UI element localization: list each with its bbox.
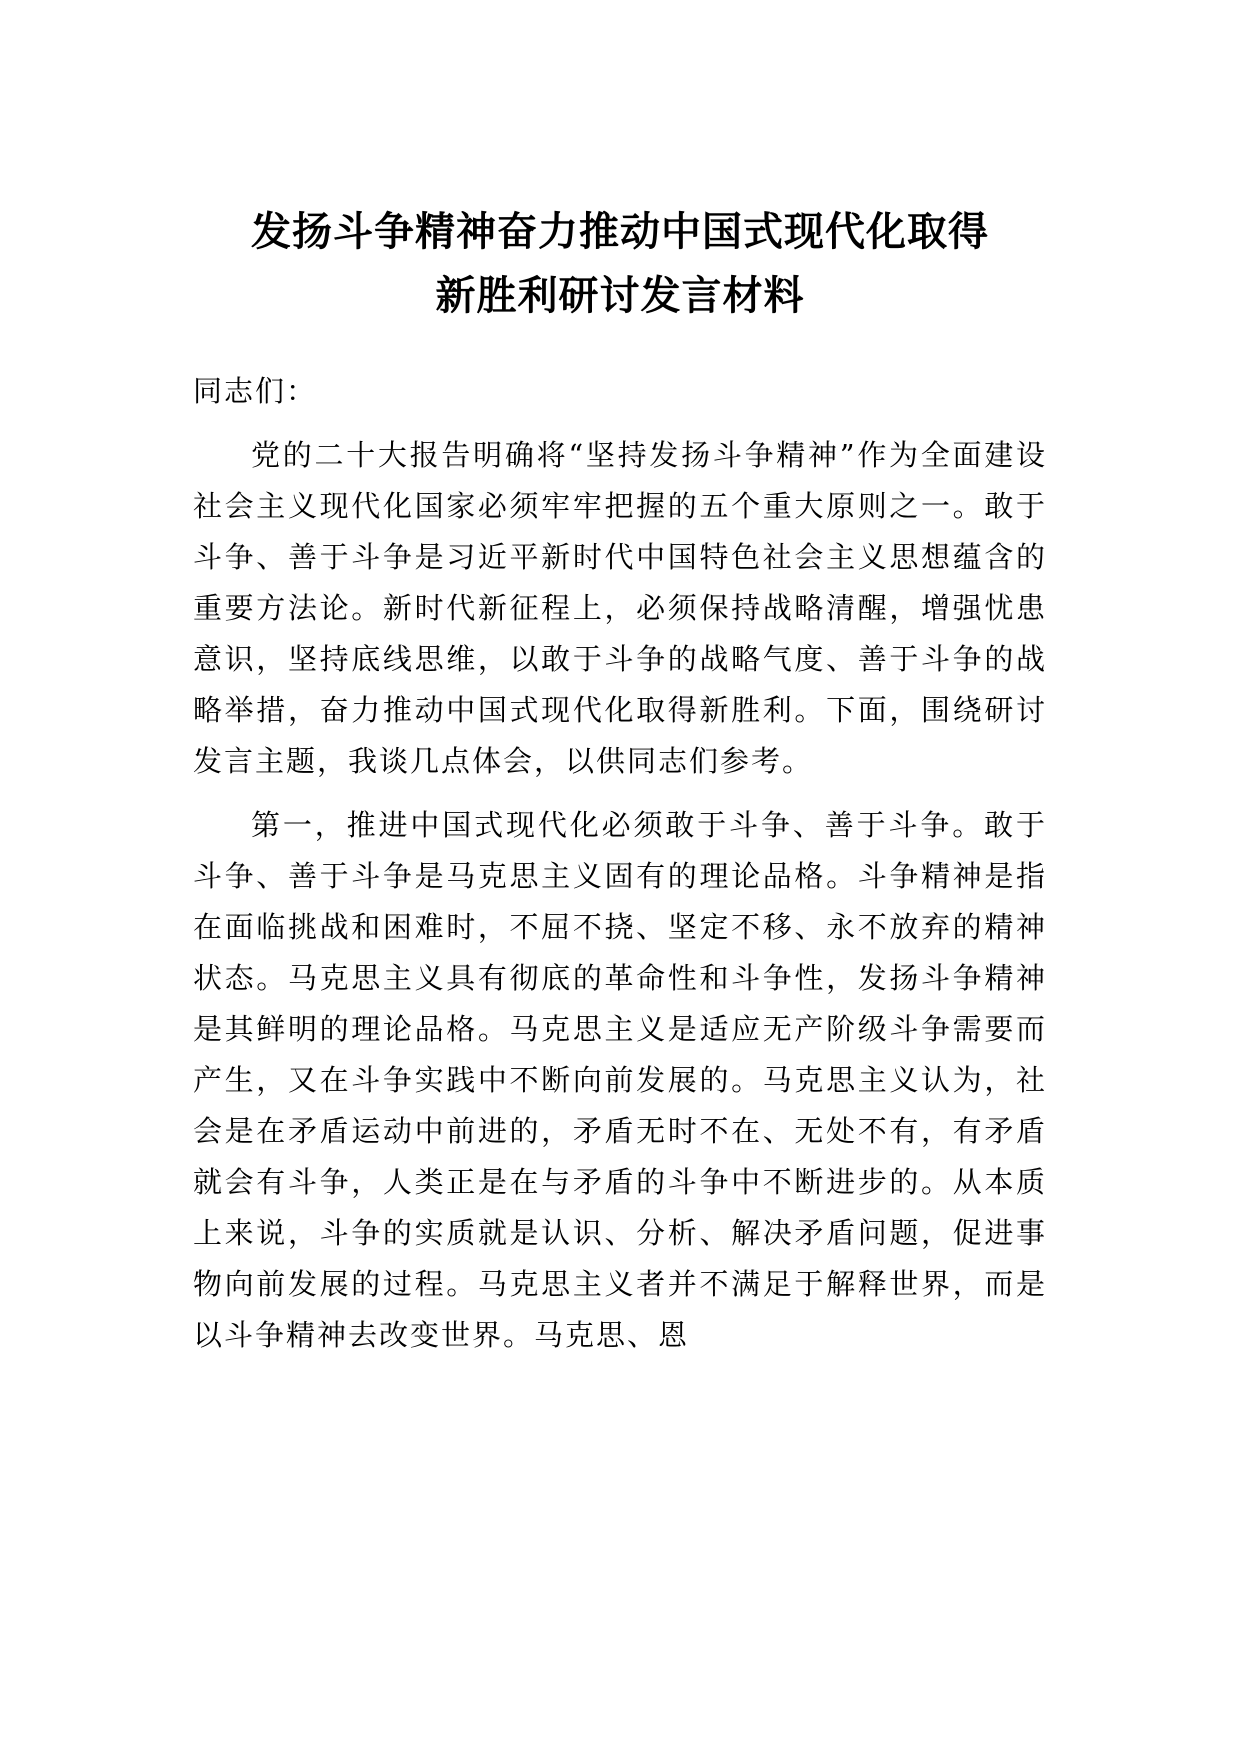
document-body — [193, 366, 1047, 1374]
document-title — [150, 200, 1090, 328]
paragraph-first-point: 第一，推进中国式现代化必须敢于斗争、善于斗争。敢于斗争、善于斗争是马克思主义固有的理论品格。斗争精神是指在面临挑战和困难时，不屈不挠、坚定不移、永不放弃的精神状态。马克思主义具有彻底的革命性和斗争性，发扬斗争精神是其鲜明的理论品格。马克思主义是适应无产阶级斗争需要而产生，又在斗争实践中不断向前发展的。马克思主义认为，社会是在矛盾运动中前进的，矛盾无时不在、无处不有，有矛盾就会有斗争，人类正是在与矛盾的斗争中不断进步的。从本质上来说，斗争的实质就是认识、分析、解决矛盾问题，促进事物向前发展的过程。马克思主义者并不满足于解释世界，而是以斗争精神去改变世界。马克思、恩 — [193, 808, 1047, 1352]
title-line-1: 发扬斗争精神奋力推动中国式现代化取得 — [251, 209, 989, 255]
title-line-2: 新胜利研讨发言材料 — [435, 273, 805, 319]
paragraph-intro: 党的二十大报告明确将“坚持发扬斗争精神”作为全面建设社会主义现代化国家必须牢牢把握的五个重大原则之一。敢于斗争、善于斗争是习近平新时代中国特色社会主义思想蕴含的重要方法论。新时代新征程上，必须保持战略清醒，增强忧患意识，坚持底线思维，以敢于斗争的战略气度、善于斗争的战略举措，奋力推动中国式现代化取得新胜利。下面，围绕研讨发言主题，我谈几点体会，以供同志们参考。 — [193, 438, 1047, 778]
salutation: 同志们： — [193, 374, 318, 408]
